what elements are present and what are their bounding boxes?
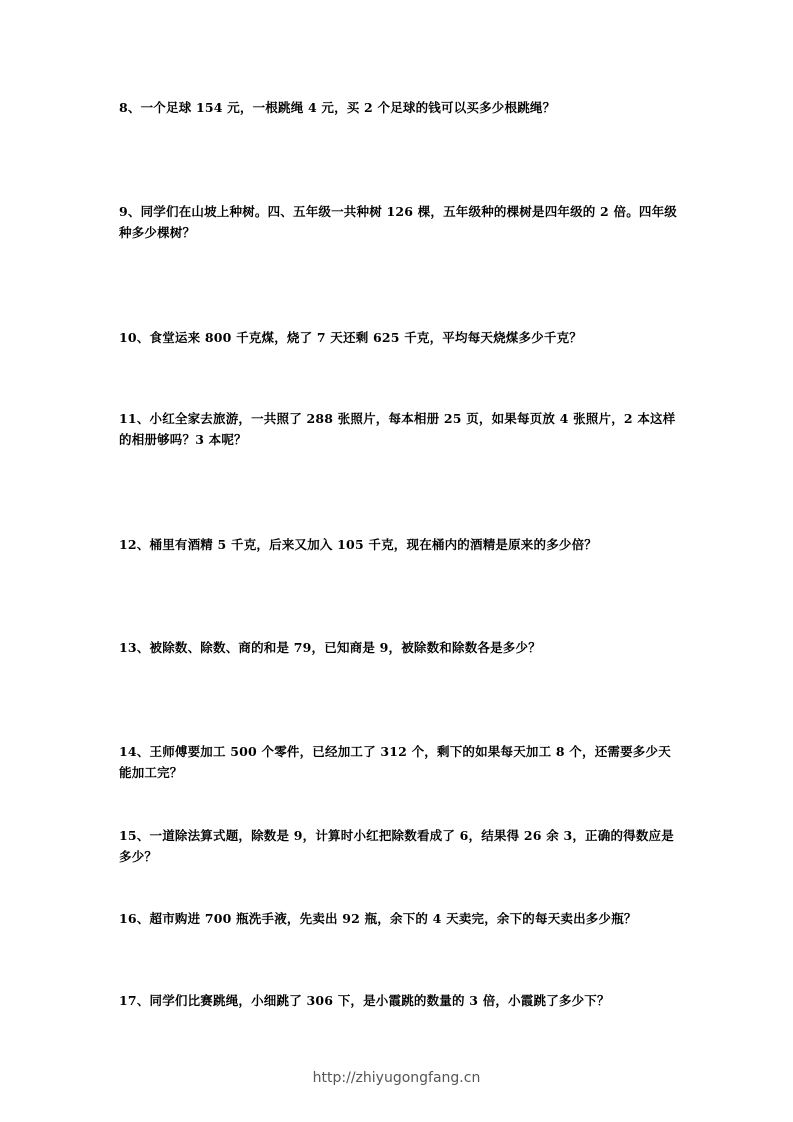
footer-url: http://zhiyugongfang.cn: [312, 1070, 481, 1086]
question-16: 16、超市购进 700 瓶洗手液，先卖出 92 瓶，余下的 4 天卖完，余下的每天卖出多少瓶？: [119, 911, 637, 926]
question-8: 8、一个足球 154 元，一根跳绳 4 元，买 2 个足球的钱可以买多少根跳绳？: [119, 100, 556, 115]
question-12: 12、桶里有酒精 5 千克，后来又加入 105 千克，现在桶内的酒精是原来的多少倍？: [119, 537, 597, 552]
question-9: 9、同学们在山坡上种树。四、五年级一共种树 126 棵，五年级种的棵树是四年级的 2 倍。四年级种多少棵树？: [119, 204, 677, 240]
question-14: 14、王师傅要加工 500 个零件，已经加工了 312 个，剩下的如果每天加工 8 个，还需要多少天能加工完？: [119, 744, 671, 780]
question-13: 13、被除数、除数、商的和是 79，已知商是 9，被除数和除数各是多少？: [119, 640, 541, 655]
question-10: 10、食堂运来 800 千克煤，烧了 7 天还剩 625 千克，平均每天烧煤多少千克？: [119, 330, 582, 345]
question-17: 17、同学们比赛跳绳，小细跳了 306 下，是小霞跳的数量的 3 倍，小霞跳了多少下？: [119, 993, 610, 1008]
question-11: 11、小红全家去旅游，一共照了 288 张照片，每本相册 25 页，如果每页放 4 张照片，2 本这样的相册够吗？3 本呢？: [119, 411, 676, 447]
question-15: 15、一道除法算式题，除数是 9，计算时小红把除数看成了 6，结果得 26 余 3，正确的得数应是多少？: [119, 828, 674, 864]
